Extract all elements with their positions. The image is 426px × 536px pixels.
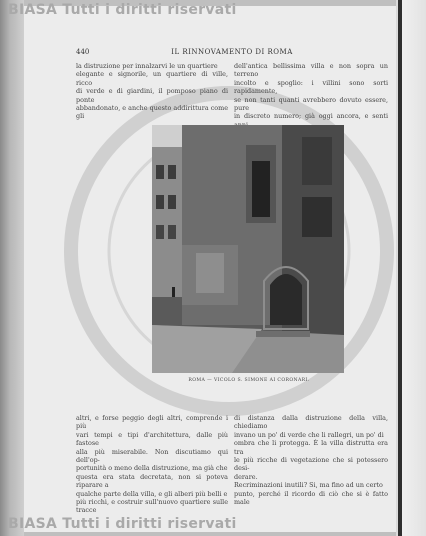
text-line: incolto e spoglio: i villini sono sorti rapidamente, bbox=[234, 78, 388, 96]
text-line: di distanza dalla distruzione della villa, chiediamo bbox=[234, 414, 388, 431]
running-header bbox=[76, 48, 388, 58]
text-line: alla più miserabile. Non discutiamo qui dell'op- bbox=[76, 447, 228, 465]
text-column-top-left bbox=[76, 62, 228, 121]
text-line: ombra che li protegga. È la villa distrutta era tra bbox=[234, 439, 388, 456]
text-line: di verde e di giardini, il pomposo piano di ponte bbox=[76, 87, 228, 104]
text-line: questa era stata decretata, non si poteva riparare a bbox=[76, 472, 228, 490]
text-line: se non tanti quanti avrebbero dovuto essere, pure bbox=[234, 95, 388, 113]
text-line: Recriminazioni inutili? Si, ma fino ad un certo bbox=[234, 481, 383, 490]
text-line: la distruzione per innalzarvi le un quartiere bbox=[76, 62, 218, 70]
text-line: altri, e forse peggio degli altri, comprende i più bbox=[76, 414, 228, 431]
text-column-top-right bbox=[234, 62, 388, 129]
text-line: invano un po' di verde che li rallegri, un po' di bbox=[234, 430, 384, 439]
watermark-bottom: BIASA Tutti i diritti riservati bbox=[8, 516, 237, 532]
book-page bbox=[24, 6, 396, 532]
photo-illustration bbox=[152, 125, 344, 373]
page-gutter-shadow bbox=[398, 0, 402, 536]
book-spine-edge bbox=[0, 0, 24, 536]
text-line: punto, perché il ricordo di ciò che si è fatto male bbox=[234, 489, 388, 507]
street-photograph bbox=[152, 125, 344, 373]
running-title: IL RINNOVAMENTO DI ROMA bbox=[171, 48, 293, 56]
watermark-top: BIASA Tutti i diritti riservati bbox=[8, 2, 237, 18]
text-line: portunità o meno della distruzione, ma già che bbox=[76, 464, 228, 473]
text-line: vari tempi e tipi d'architettura, dalle più fastose bbox=[76, 430, 228, 448]
text-line: le più ricche di vegetazione che si potessero desi- bbox=[234, 456, 388, 473]
text-line: più ricchi, e costruir sull'nuovo quartiere sulle tracce bbox=[76, 498, 228, 515]
text-line: dell'antica bellissima villa e non sopra un terreno bbox=[234, 62, 388, 79]
text-column-bottom-right bbox=[234, 414, 388, 506]
text-line: derare. bbox=[234, 472, 258, 481]
text-line: elegante e signorile, un quartiere di ville, ricco bbox=[76, 70, 228, 87]
text-line: abbandonato, e anche questo addirittura come gli bbox=[76, 104, 228, 121]
text-line: in discreto numero; già oggi ancora, e senti bbox=[234, 112, 388, 121]
text-column-bottom-left bbox=[76, 414, 228, 515]
text-line: qualche parte della villa, e gli alberi più belli e bbox=[76, 489, 228, 498]
photo-caption: ROMA — VICOLO S. SIMONE AI CORONARI. bbox=[188, 378, 310, 383]
page-number: 440 bbox=[76, 48, 90, 56]
